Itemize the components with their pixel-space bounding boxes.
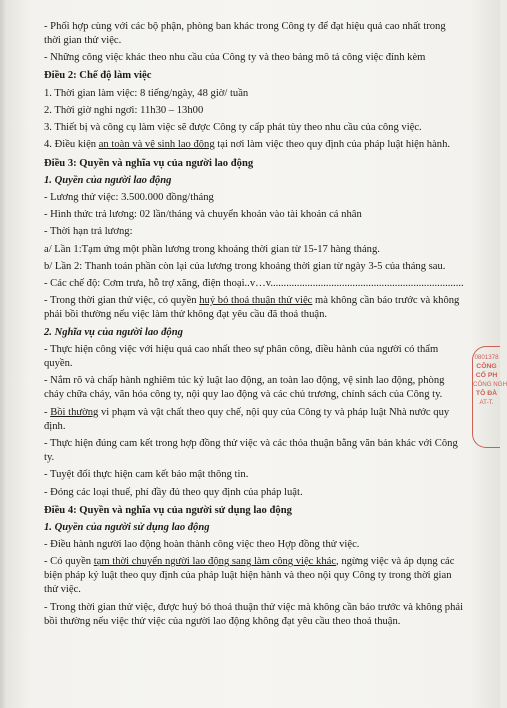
subsection-heading: 2. Nghĩa vụ của người lao động [44,326,183,338]
text-line: a/ Lần 1:Tạm ứng một phần lương trong khoảng thời gian từ 15-17 hàng tháng. [44,243,380,255]
text-line [44,294,464,322]
text-line: - Thực hiện đúng cam kết trong hợp đồng thử việc và các thỏa thuận bằng văn bản khác với Công ty. [44,437,458,464]
stamp-text: CÔNG [476,363,497,370]
underlined-text: huỷ bỏ thoả thuận thử việc [199,295,313,307]
stamp-text: 0801378 [474,354,499,361]
article-2-heading: Điều 2: Chế độ làm việc [44,70,152,82]
subsection-heading: 1. Quyền của người sử dụng lao động [44,521,210,533]
stamp-text: CỔ PH [475,372,498,379]
text-line: 3. Thiết bị và công cụ làm việc sẽ được Công ty cấp phát tùy theo nhu cầu của công việc. [44,122,422,134]
text-run: - [44,406,51,418]
text-line: 2. Thời giờ nghỉ ngơi: 11h30 – 13h00 [44,104,204,116]
page-fold-shadow [0,0,6,708]
stamp-text: CÔNG NGH [473,381,507,388]
underlined-text: tạm thời chuyển người lao động sang làm công việc khác [93,556,337,568]
company-seal-stamp [472,346,507,448]
underlined-text: Bồi thường [50,406,99,418]
text-line: b/ Lần 2: Thanh toán phần còn lại của lương trong khoảng thời gian từ ngày 3-5 của tháng sau. [44,260,446,272]
text-line [44,406,464,434]
text-line: - Tuyệt đối thực hiện cam kết bảo mật thông tin. [44,469,249,481]
contract-body [44,20,464,632]
text-line: - Đóng các loại thuế, phí đầy đủ theo quy định của pháp luật. [44,486,303,498]
text-run: , ngừng việc và áp dụng các biện pháp kỷ luật theo quy định của pháp luật hiện hành và theo nội quy Công ty trong thời gian thử việc. [44,556,455,596]
article-3-heading: Điều 3: Quyền và nghĩa vụ của người lao động [44,157,254,169]
text-line: - Trong thời gian thử việc, được huỷ bỏ thoả thuận thử việc mà không cần báo trước và không phải bồi thường nếu việc thử việc của người lao động không đạt yêu cầu theo thoả thuận. [44,601,464,627]
text-run: - Trong thời gian thử việc, có quyền [44,295,200,307]
text-line: - Thực hiện công việc với hiệu quả cao nhất theo sự phân công, điều hành của người có thẩm quyền. [44,343,439,369]
text-line [44,555,464,597]
text-line: - Điều hành người lao động hoàn thành công việc theo Hợp đồng thử việc. [44,538,360,550]
text-line: 1. Thời gian làm việc: 8 tiếng/ngày, 48 giờ/ tuần [44,87,249,99]
text-line: - Những công việc khác theo nhu cầu của Công ty và theo bảng mô tả công việc đính kèm [44,52,426,64]
text-line: - Các chế độ: Cơm trưa, hỗ trợ xăng, điện thoại..v…v......................................................................... [44,278,464,290]
text-line: - Thời hạn trả lương: [44,226,133,238]
text-run: vi phạm và vật chất theo quy chế, nội quy của Công ty và pháp luật Nhà nước quy định. [44,406,450,432]
text-line: - Hình thức trả lương: 02 lần/tháng và chuyển khoản vào tài khoản cá nhân [44,208,362,220]
text-run: mà không cần báo trước và không phải bồi thường nếu việc làm thử không đạt yêu cầu đã thoả thuận. [44,295,460,321]
underlined-text: an toàn và vệ sinh lao động [98,139,215,151]
text-line: - Phối hợp cùng với các bộ phận, phòng ban khác trong Công ty để đạt hiệu quả cao nhất trong thời gian thử việc. [44,21,446,47]
text-run: tại nơi làm việc theo quy định của pháp luật hiện hành. [214,139,451,151]
subsection-heading: 1. Quyền của người lao động [44,174,172,186]
text-line [44,138,464,152]
stamp-text: AT-T. [479,399,494,406]
text-line: - Lương thử việc: 3.500.000 đồng/tháng [44,191,214,203]
text-run: 4. Điều kiện [44,139,99,151]
text-run: - Có quyền [44,556,94,568]
article-4-heading: Điều 4: Quyền và nghĩa vụ của người sử dụng lao động [44,504,292,516]
text-line: - Nắm rõ và chấp hành nghiêm túc kỷ luật lao động, an toàn lao động, vệ sinh lao động, phòng cháy chữa cháy, văn hóa công ty, nội quy lao động và các chủ trương, chính sách của Công ty. [44,375,445,401]
stamp-text: TÔ ĐÀ [475,390,498,397]
